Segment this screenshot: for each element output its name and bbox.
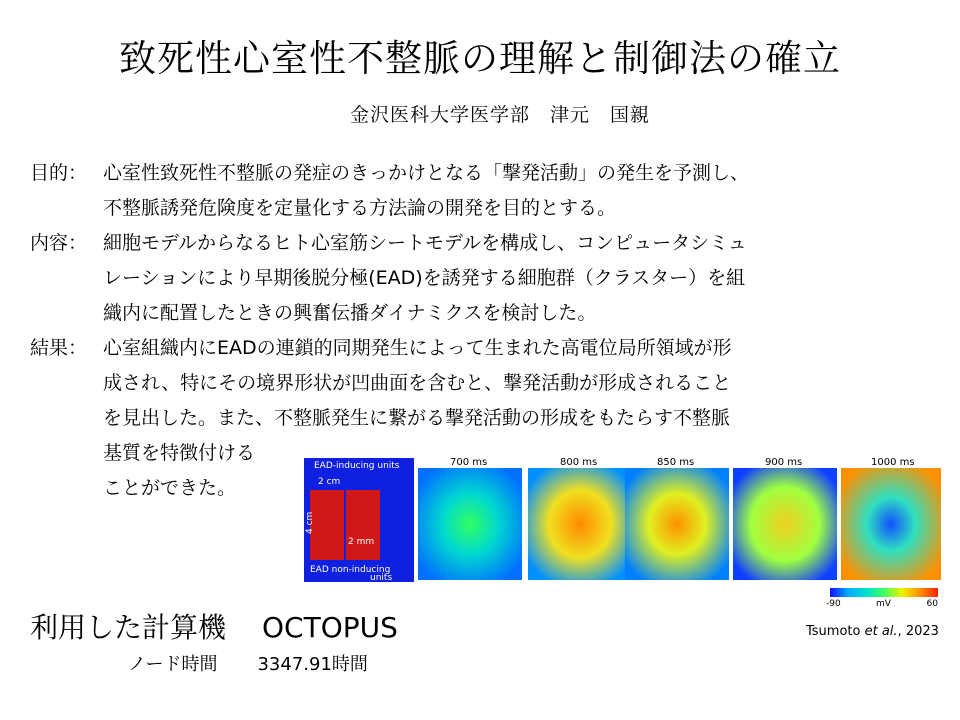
page-title: 致死性心室性不整脈の理解と制御法の確立 bbox=[119, 37, 841, 80]
time-label-1000: 1000 ms bbox=[871, 457, 915, 468]
purpose-label: 目的： bbox=[30, 162, 88, 184]
colorbar bbox=[826, 588, 938, 611]
purpose-line: 不整脈誘発危険度を定量化する方法論の開発を目的とする。 bbox=[103, 197, 617, 219]
result-line: 心室組織内にEADの連鎖的同期発生によって生まれた高電位局所領域が形 bbox=[103, 337, 732, 359]
colorbar-min: -90 bbox=[826, 599, 841, 609]
dim-4cm-label: 4 cm bbox=[305, 511, 315, 534]
time-panel-800 bbox=[528, 457, 632, 580]
dim-2mm-label: 2 mm bbox=[348, 537, 375, 547]
ead-noninducing-label-units: units bbox=[370, 573, 393, 583]
ead-inducing-label: EAD-inducing units bbox=[314, 461, 400, 471]
content-label: 内容： bbox=[30, 232, 88, 254]
dim-2cm-label: 2 cm bbox=[318, 477, 341, 487]
content-line: レーションにより早期後脱分極(EAD)を誘発する細胞群（クラスター）を組 bbox=[103, 267, 746, 289]
colorbar-gradient bbox=[830, 588, 938, 597]
time-panel-1000 bbox=[841, 457, 941, 580]
colorbar-unit: mV bbox=[876, 599, 891, 609]
content-line: 織内に配置したときの興奮伝播ダイナミクスを検討した。 bbox=[103, 302, 597, 324]
purpose-section bbox=[30, 156, 750, 226]
figure-credit bbox=[806, 624, 939, 639]
time-label-900: 900 ms bbox=[765, 457, 803, 468]
computer-name: OCTOPUS bbox=[262, 611, 398, 644]
credit-etal: et al. bbox=[864, 624, 898, 639]
node-time bbox=[128, 650, 368, 676]
purpose-line: 心室性致死性不整脈の発症のきっかけとなる「撃発活動」の発生を予測し、 bbox=[103, 162, 750, 184]
result-label: 結果： bbox=[30, 337, 88, 359]
schematic-panel bbox=[304, 458, 414, 583]
colorbar-max: 60 bbox=[926, 599, 938, 609]
result-line: ことができた。 bbox=[103, 477, 237, 499]
time-panel-900 bbox=[733, 457, 837, 580]
computer-used bbox=[30, 606, 398, 646]
time-label-700: 700 ms bbox=[450, 457, 488, 468]
time-label-850: 850 ms bbox=[657, 457, 695, 468]
node-time-label: ノード時間 bbox=[128, 654, 218, 675]
credit-year: , 2023 bbox=[897, 624, 939, 639]
time-panel-850 bbox=[625, 457, 729, 580]
result-line: 成され、特にその境界形状が凹曲面を含むと、撃発活動が形成されること bbox=[103, 372, 732, 394]
computer-label: 利用した計算機 bbox=[30, 611, 227, 644]
credit-author: Tsumoto bbox=[806, 624, 865, 639]
time-label-800: 800 ms bbox=[560, 457, 598, 468]
time-panel-700 bbox=[418, 457, 522, 580]
result-line: を見出した。また、不整脈発生に繋がる撃発活動の形成をもたらす不整脈 bbox=[103, 407, 731, 429]
node-time-value: 3347.91時間 bbox=[257, 654, 368, 675]
result-line: 基質を特徴付ける bbox=[103, 442, 256, 464]
content-line: 細胞モデルからなるヒト心室筋シートモデルを構成し、コンピュータシミュ bbox=[103, 232, 747, 254]
content-section bbox=[30, 226, 747, 331]
ead-noninducing-label: EAD non-inducing bbox=[310, 565, 391, 575]
author-affiliation: 金沢医科大学医学部 津元 国親 bbox=[349, 104, 650, 126]
